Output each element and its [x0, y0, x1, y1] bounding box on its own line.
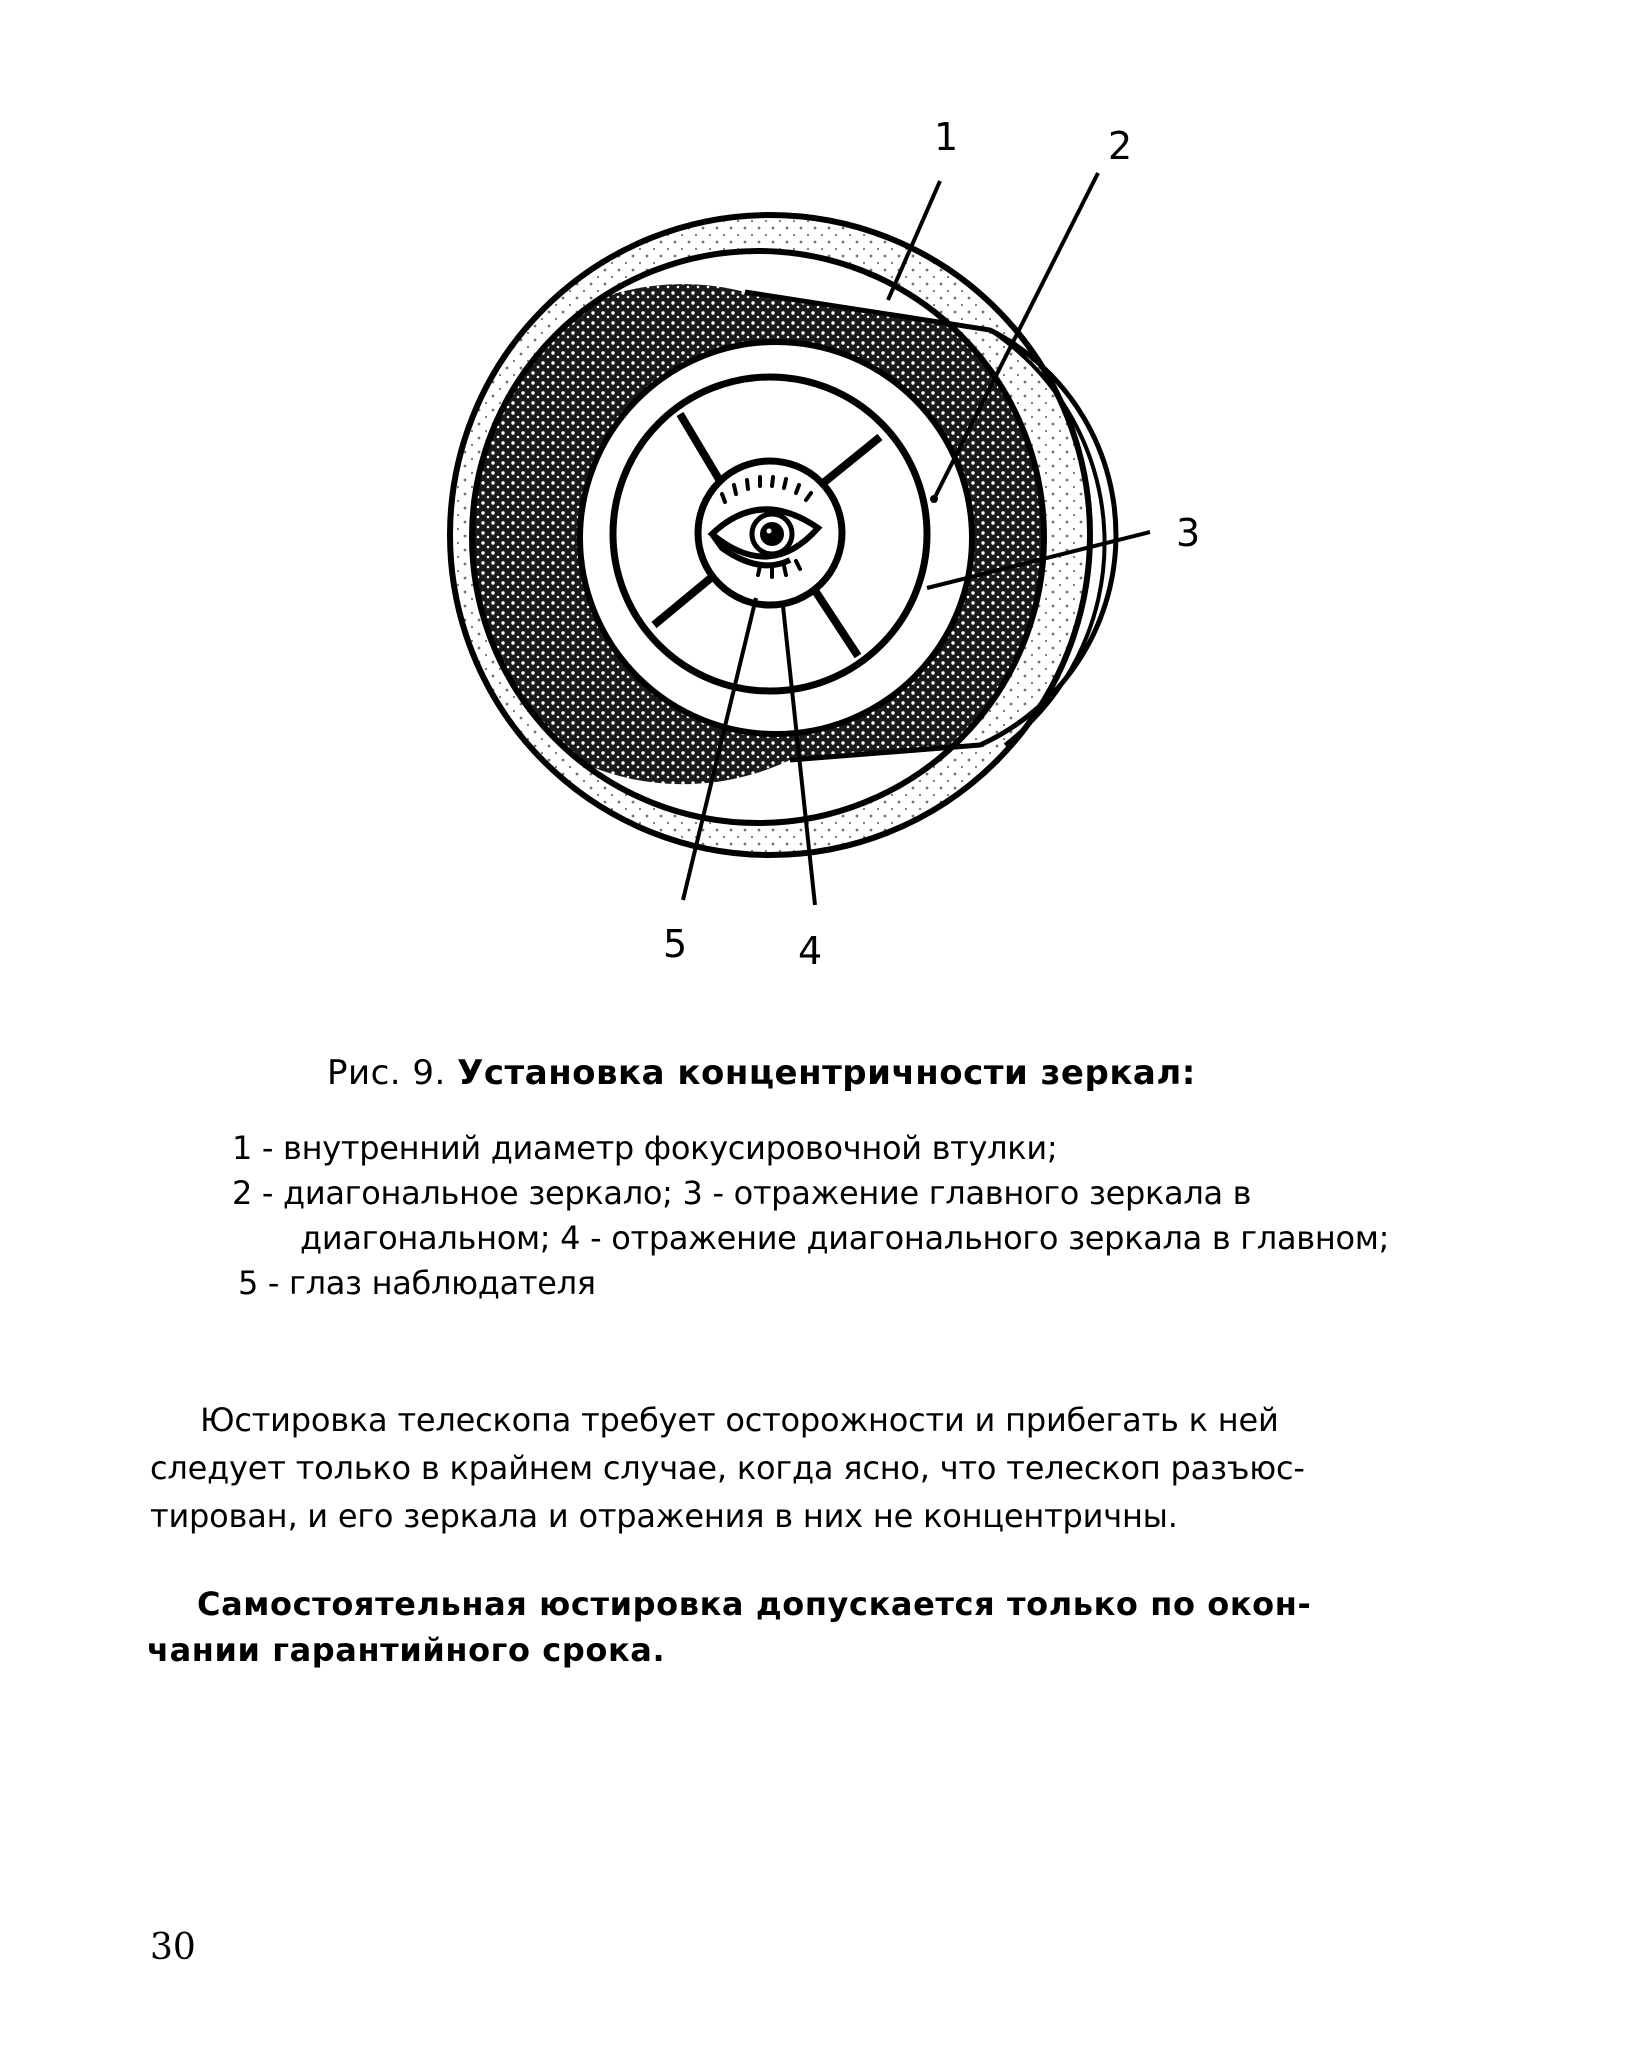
- body-line-3: тирован‚ и его зеркала и отражения в них не концентричны.: [150, 1497, 1178, 1535]
- legend-item-2: 2 - диагональное зеркало; 3 - отражение главного зеркала в: [232, 1174, 1252, 1212]
- label-4: 4: [798, 929, 823, 973]
- warning-line-2: чании гарантийного срока.: [147, 1631, 666, 1669]
- legend-item-1: 1 - внутренний диаметр фокусировочной втулки;: [232, 1129, 1058, 1167]
- figure-caption: [327, 1050, 1196, 1096]
- label-5: 5: [663, 922, 688, 966]
- figure-9-mirror-concentricity: [0, 0, 1637, 1010]
- legend-item-5: 5 - глаз наблюдателя: [238, 1264, 596, 1302]
- telescope-diagram: [0, 0, 1637, 1010]
- page-number: 30: [150, 1927, 196, 1968]
- figure-title: Установка концентричности зеркал:: [457, 1053, 1196, 1093]
- figure-number: Рис. 9.: [327, 1053, 446, 1093]
- label-1: 1: [934, 115, 959, 159]
- body-line-2: следует только в крайнем случае, когда ясно, что телескоп разъюс-: [150, 1449, 1305, 1487]
- body-line-1: Юстировка телескопа требует осторожности и прибегать к ней: [200, 1401, 1279, 1439]
- legend-item-2-continued: диагональном; 4 - отражение диагонального зеркала в главном;: [300, 1219, 1390, 1257]
- label-3: 3: [1176, 511, 1201, 555]
- warning-line-1: Самостоятельная юстировка допускается только по окон-: [197, 1585, 1312, 1623]
- label-2: 2: [1108, 124, 1133, 168]
